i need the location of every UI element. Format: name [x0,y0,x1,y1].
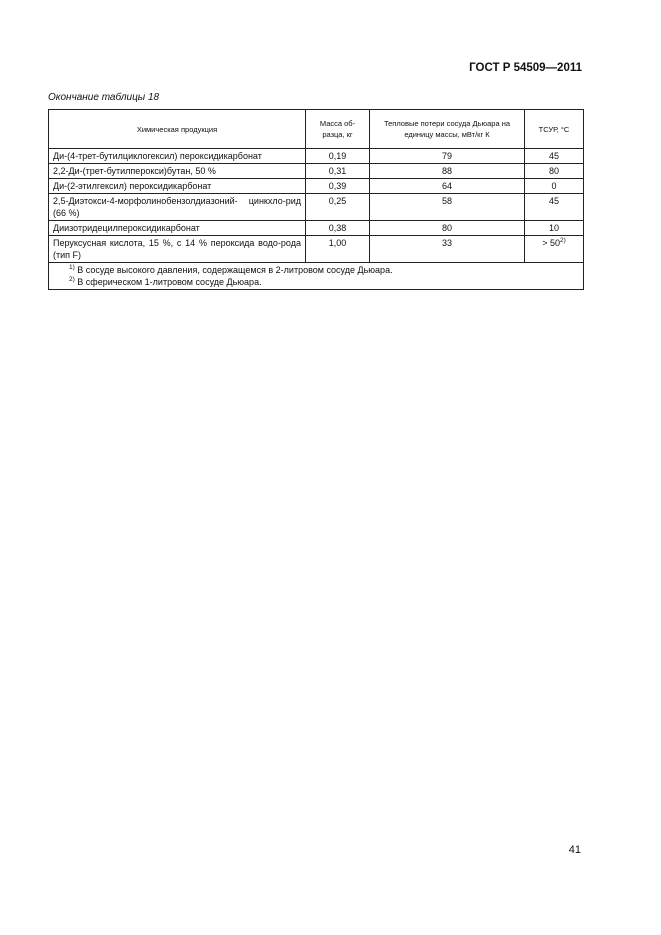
heat-loss: 88 [370,164,525,179]
heat-loss: 80 [370,221,525,236]
table-caption: Окончание таблицы 18 [48,92,160,103]
footnote-text: В сосуде высокого давления, содержащемся в 2-литровом сосуде Дьюара. [77,265,393,275]
product-name: Ди-(2-этилгексил) пероксидикарбонат [49,179,306,194]
tsur-text: > 50 [542,238,560,248]
heat-loss: 33 [370,236,525,263]
table-row [49,194,584,221]
document-code: ГОСТ Р 54509—2011 [469,62,582,74]
tsur-text: 80 [548,166,559,176]
table-header-row [49,110,584,149]
footnote-text: В сферическом 1-литровом сосуде Дьюара. [77,277,262,287]
footnote [53,264,579,276]
product-name: Перуксусная кислота, 15 %, с 14 % пероксида водо-рода (тип F) [49,236,306,263]
product-name: Ди-(4-трет-бутилциклогексил) пероксидикарбонат [49,149,306,164]
product-name: Диизотридецилпероксидикарбонат [49,221,306,236]
tsur-text: 0 [551,181,557,191]
tsur-value [525,236,584,263]
sample-mass: 0,19 [306,149,370,164]
sample-mass: 0,38 [306,221,370,236]
tsur-value [525,179,584,194]
column-header-heat-loss: Тепловые потери сосуда Дьюара на единицу массы, мВт/кг К [370,110,525,149]
sample-mass: 0,25 [306,194,370,221]
heat-loss: 79 [370,149,525,164]
column-header-product: Химическая продукция [49,110,306,149]
heat-loss: 64 [370,179,525,194]
table-row [49,149,584,164]
data-table [48,109,584,290]
sample-mass: 0,39 [306,179,370,194]
page-number: 41 [568,844,581,856]
tsur-value [525,221,584,236]
footnote-mark: 1) [69,264,75,271]
column-header-tsur: ТСУР, °С [525,110,584,149]
table-row [49,221,584,236]
footnotes-row [49,263,584,290]
product-name: 2,2-Ди-(трет-бутилперокси)бутан, 50 % [49,164,306,179]
column-header-mass: Масса об-разца, кг [306,110,370,149]
tsur-text: 45 [548,151,559,161]
product-name: 2,5-Диэтокси-4-морфолинобензолдиазоний- цинкхло-рид (66 %) [49,194,306,221]
footnote-mark: 2) [69,276,75,283]
tsur-text: 10 [548,223,559,233]
heat-loss: 58 [370,194,525,221]
sample-mass: 1,00 [306,236,370,263]
table-row [49,164,584,179]
table-row [49,179,584,194]
table-row [49,236,584,263]
footnote [53,276,579,288]
sample-mass: 0,31 [306,164,370,179]
tsur-value [525,194,584,221]
tsur-value [525,149,584,164]
tsur-footnote-mark: 2) [560,237,566,244]
table-footnotes [49,263,584,290]
tsur-text: 45 [548,196,559,206]
tsur-value [525,164,584,179]
